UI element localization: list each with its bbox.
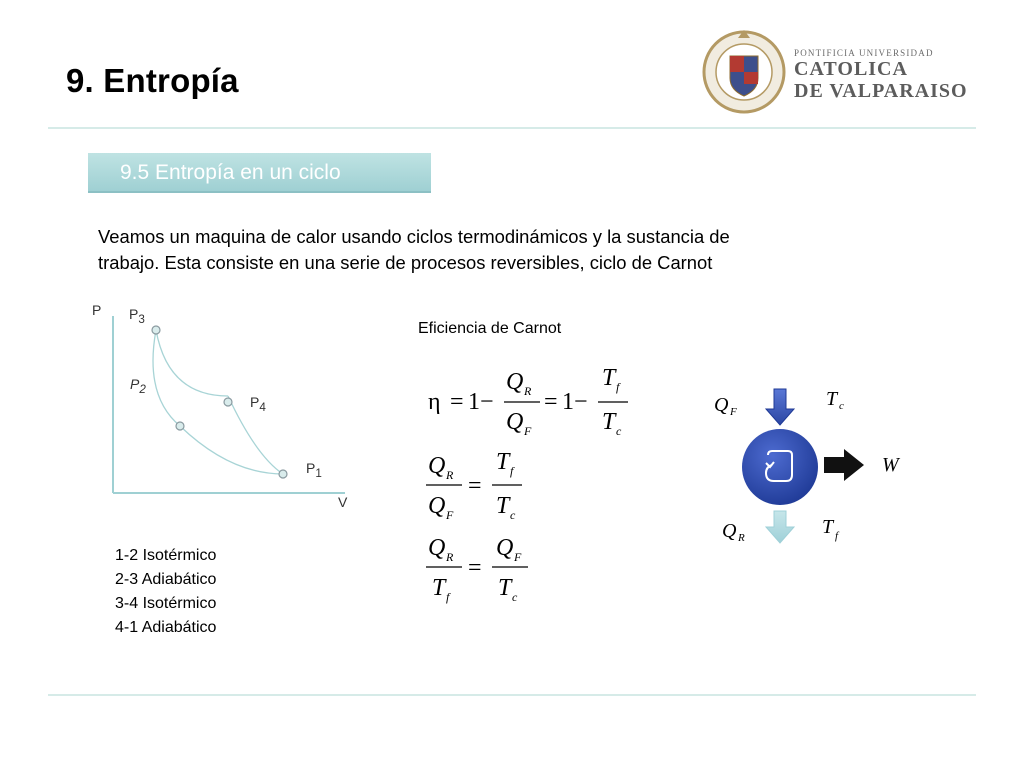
adiabat-2-3: [153, 330, 180, 426]
bottom-divider: [48, 694, 976, 696]
eq3-equals: =: [468, 555, 482, 581]
process-item: 1-2 Isotérmico: [115, 547, 217, 564]
engine-qr-sub: R: [738, 532, 745, 544]
eq1-qr-num: Q: [506, 369, 524, 395]
intro-paragraph: [98, 224, 898, 276]
eq2-qf-den-sub: F: [446, 508, 454, 522]
work-arrow: [824, 449, 864, 481]
eq2-tf-num-sub: f: [510, 464, 514, 478]
engine-qf-label: Q: [714, 394, 729, 416]
isotherm-3-4: [156, 330, 228, 396]
heat-in-arrow: [766, 389, 794, 425]
heat-out-arrow: [766, 511, 794, 543]
eq2-qr-num-sub: R: [446, 468, 454, 482]
eta-symbol: η: [428, 389, 441, 415]
eq1-equals-1: =: [450, 389, 464, 415]
efficiency-label: Eficiencia de Carnot: [418, 320, 562, 337]
process-list: [115, 544, 216, 640]
point-p3: [152, 326, 160, 334]
logo-line1: PONTIFICIA UNIVERSIDAD: [794, 48, 934, 58]
engine-qf-sub: F: [730, 406, 737, 418]
engine-tf-label: T: [822, 516, 834, 538]
eq2-tc-den: T: [496, 493, 510, 519]
eq3-qf-num-sub: F: [514, 550, 522, 564]
engine-w-label: W: [882, 454, 899, 476]
eq2-tf-num: T: [496, 449, 510, 475]
eq1-minus-2: −: [574, 389, 588, 415]
slide-title: 9. Entropía: [66, 62, 239, 99]
process-item: 4-1 Adiabático: [115, 619, 217, 636]
label-p1: $P_1$: [306, 460, 322, 480]
eq2-qr-num: Q: [428, 453, 446, 479]
eq2-tc-den-sub: c: [510, 508, 516, 522]
eq1-tf-num: T: [602, 365, 616, 391]
eq3-tf-den: T: [432, 575, 446, 601]
label-p2: $P_2$: [130, 376, 146, 396]
engine-circle: [742, 429, 818, 505]
p-axis-label: P: [92, 302, 102, 318]
eq1-one-1: 1: [468, 389, 480, 415]
eq3-tc-den-sub: c: [512, 590, 518, 604]
engine-tc-sub: c: [839, 400, 844, 412]
label-p3: $P_3$: [129, 306, 145, 326]
eq1-one-2: 1: [562, 389, 574, 415]
intro-line-2: trabajo. Esta consiste en una serie de procesos reversibles, ciclo de Carnot: [98, 252, 713, 273]
engine-tf-sub: f: [835, 530, 839, 542]
engine-qr-label: Q: [722, 520, 737, 542]
point-p1: [279, 470, 287, 478]
logo-line2: CATOLICA: [794, 58, 908, 80]
eq3-tc-den: T: [498, 575, 512, 601]
eq2-qf-den: Q: [428, 493, 446, 519]
eq1-tf-num-sub: f: [616, 380, 620, 394]
eq1-qf-den: Q: [506, 409, 524, 435]
point-p4: [224, 398, 232, 406]
heat-engine-diagram: [700, 375, 920, 555]
eq3-tf-den-sub: f: [446, 590, 450, 604]
eq1-equals-2: =: [544, 389, 558, 415]
university-logo: [702, 26, 982, 116]
eq3-qf-num: Q: [496, 535, 514, 561]
top-divider: [48, 127, 976, 129]
eq1-tc-den: T: [602, 409, 616, 435]
carnot-equations: [420, 355, 680, 615]
isotherm-1-2: [180, 426, 283, 474]
section-heading: 9.5 Entropía en un ciclo: [88, 153, 431, 193]
point-p2: [176, 422, 184, 430]
eq1-qf-den-sub: F: [524, 424, 532, 438]
university-seal: [702, 26, 786, 116]
label-p4: $P_4$: [250, 394, 266, 414]
v-axis-label: V: [338, 494, 348, 510]
eq2-equals: =: [468, 473, 482, 499]
logo-line3: DE VALPARAISO: [794, 80, 968, 102]
eq1-tc-den-sub: c: [616, 424, 622, 438]
process-item: 2-3 Adiabático: [115, 571, 217, 588]
intro-line-1: Veamos un maquina de calor usando ciclos termodinámicos y la sustancia de: [98, 226, 730, 247]
eq1-minus-1: −: [480, 389, 494, 415]
process-item: 3-4 Isotérmico: [115, 595, 217, 612]
eq3-qr-num-sub: R: [446, 550, 454, 564]
eq1-qr-num-sub: R: [524, 384, 532, 398]
pv-diagram: [80, 296, 380, 526]
eq3-qr-num: Q: [428, 535, 446, 561]
engine-tc-label: T: [826, 388, 838, 410]
